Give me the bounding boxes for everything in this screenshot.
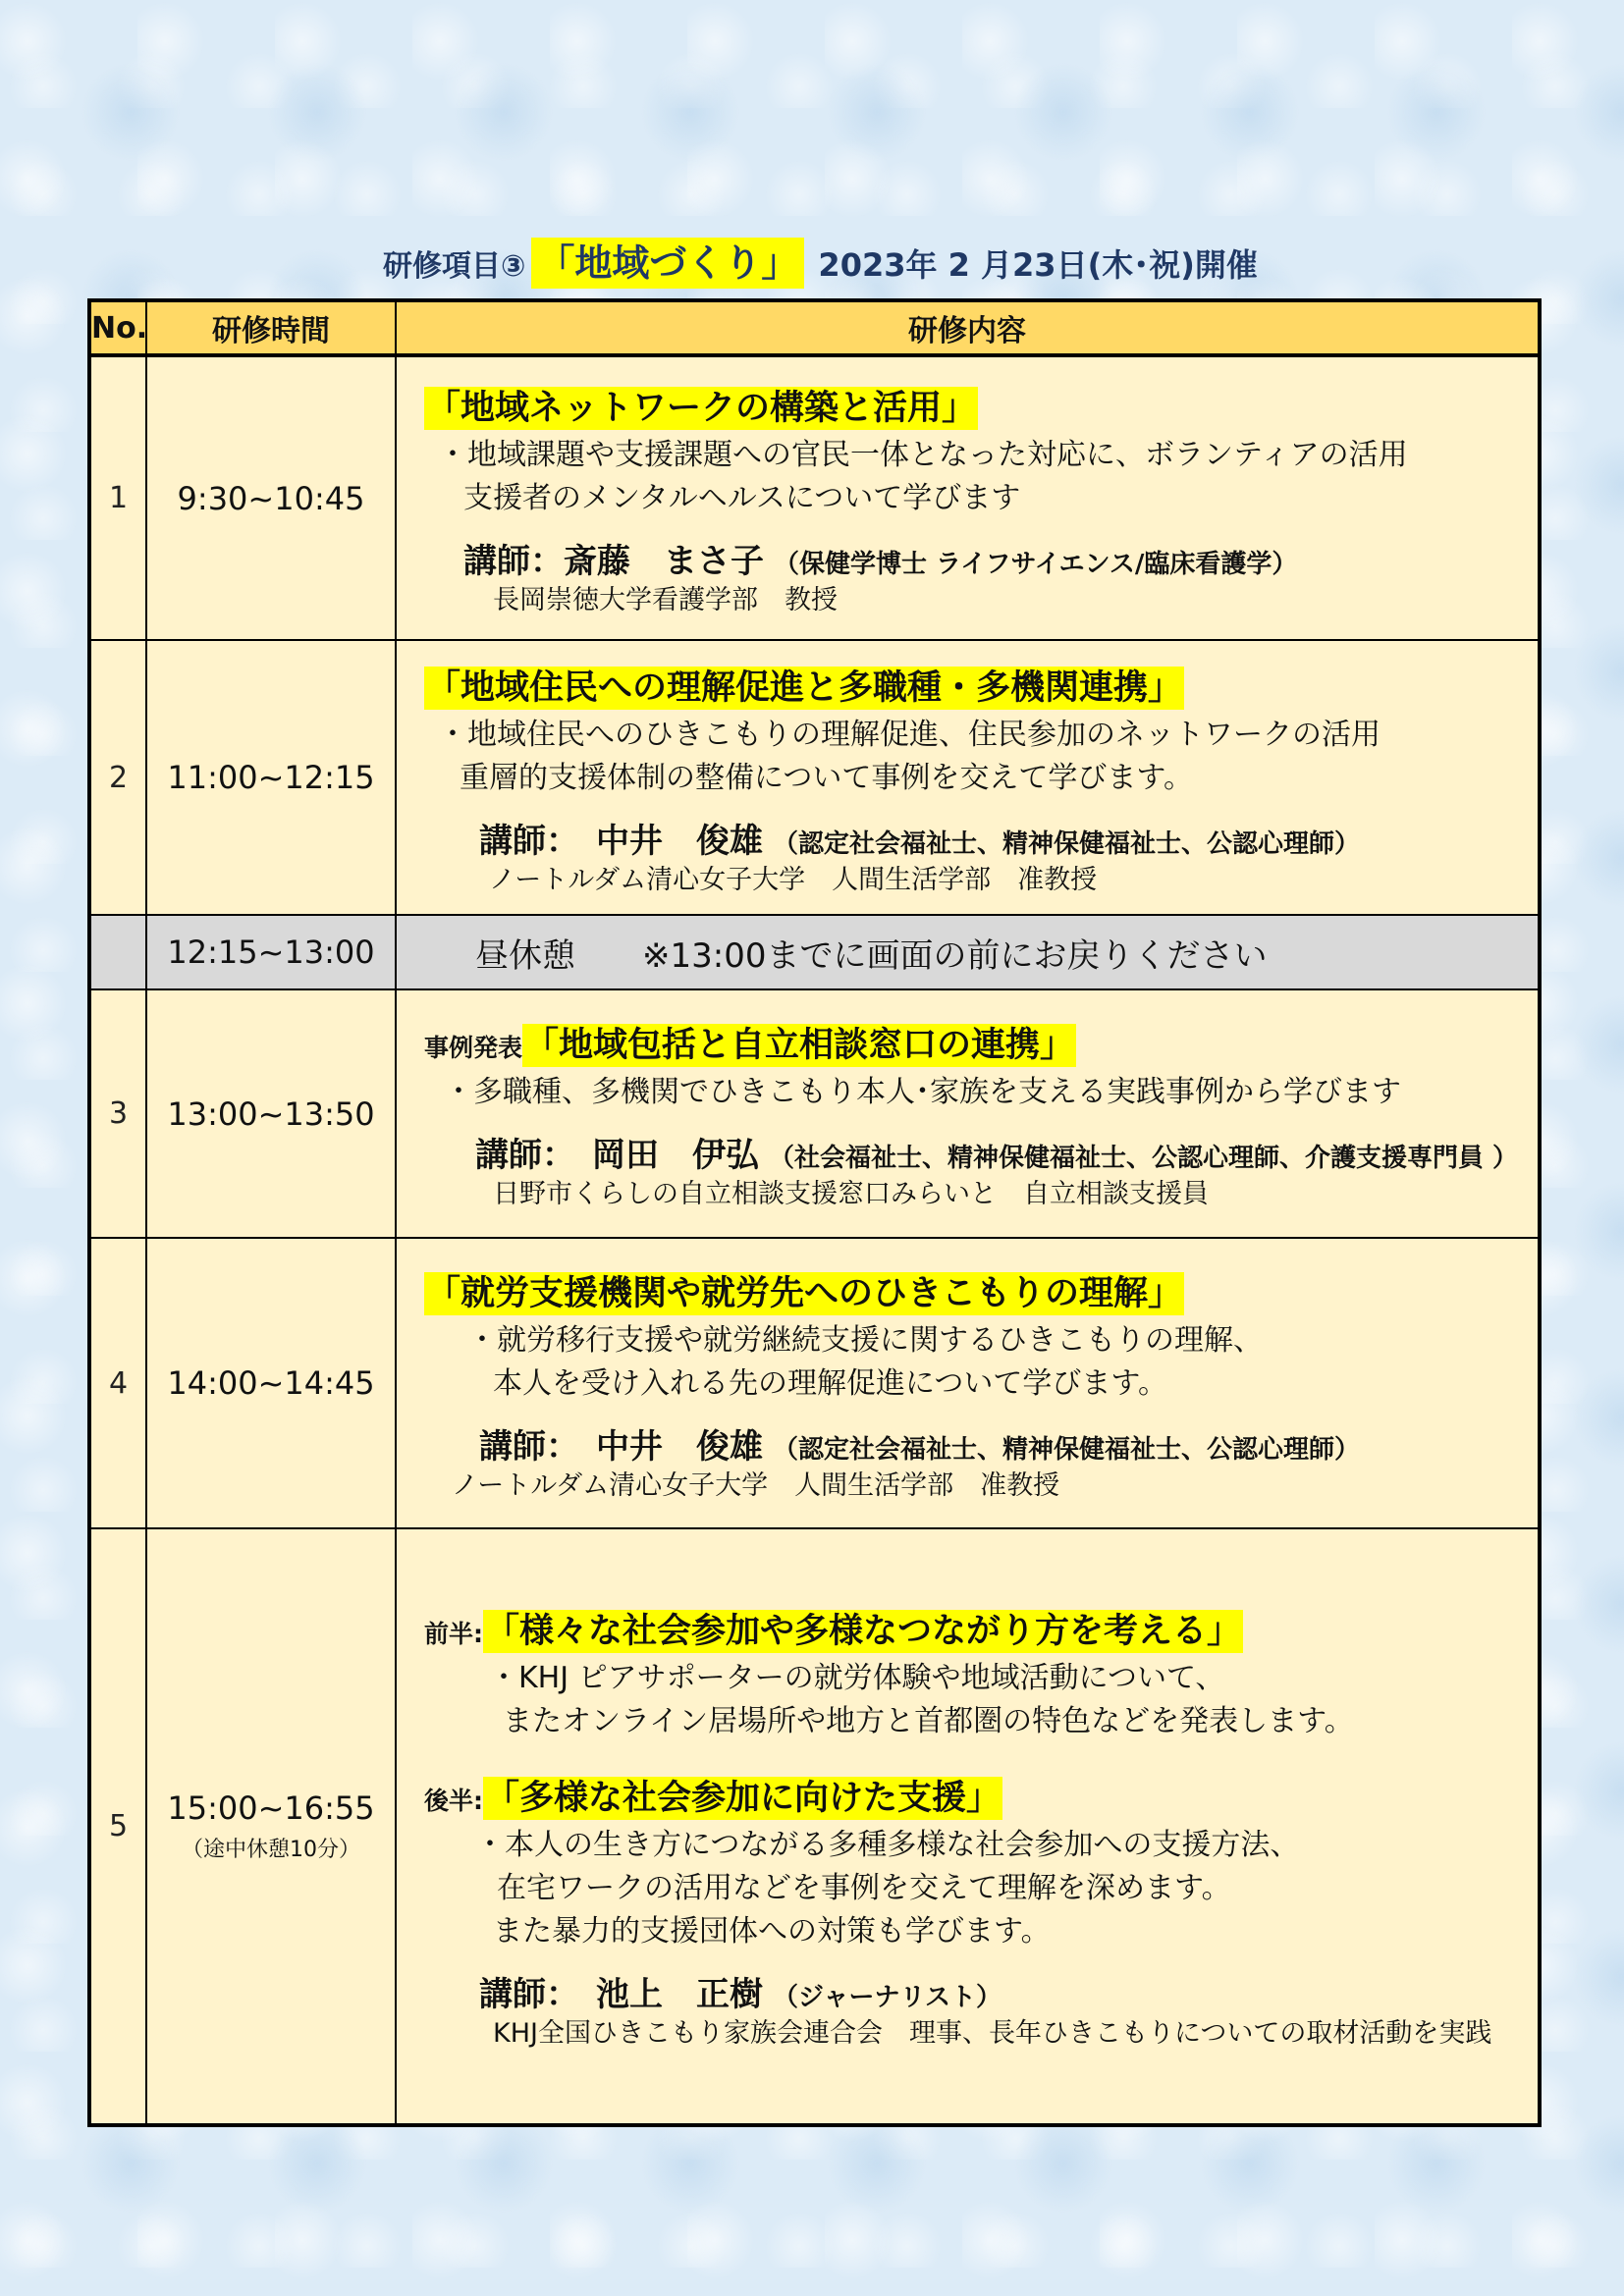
session-title-part2: 後半:「多様な社会参加に向けた支援」 [424, 1779, 1001, 1818]
table-row-lunch [89, 915, 1540, 989]
session-desc: 重層的支援体制の整備について事例を交えて学びます。 [460, 760, 1193, 795]
session-desc: ・多職種、多機関でひきこもり本人･家族を支える実践事例から学びます [444, 1075, 1401, 1109]
column-header-time: 研修時間 [146, 300, 396, 355]
row-time-note: （途中休憩10分） [182, 1838, 360, 1862]
lecturer: 講師： 岡田 伊弘 （社会福祉士、精神保健福祉士、公認心理師、介護支援専門員 ） [475, 1136, 1519, 1175]
session-desc: ・KHJ ピアサポーターの就労体験や地域活動について、 [489, 1661, 1225, 1695]
session-desc: 在宅ワークの活用などを事例を交えて理解を深めます。 [497, 1871, 1231, 1905]
page-header [383, 234, 1258, 293]
column-header-content: 研修内容 [396, 300, 1540, 355]
header-date: 2023年 2 月23日(木･祝)開催 [818, 246, 1258, 284]
row-time: 9:30~10:45 [146, 355, 396, 640]
table-row [89, 1528, 1540, 2125]
lecturer: 講師： 中井 俊雄 （認定社会福祉士、精神保健福祉士、公認心理師） [479, 1426, 1361, 1467]
row-content [396, 1528, 1540, 2125]
row-content [396, 640, 1540, 915]
lecturer-affiliation: KHJ全国ひきこもり家族会連合会 理事、長年ひきこもりについての取材活動を実践 [493, 2018, 1492, 2049]
session-title-part1: 前半:「様々な社会参加や多様なつながり方を考える」 [424, 1612, 1242, 1651]
lunch-break-text: 昼休憩 ※13:00までに画面の前にお戻りください [475, 935, 1268, 976]
row-time: 11:00~12:15 [146, 640, 396, 915]
session-desc: 支援者のメンタルヘルスについて学びます [463, 481, 1021, 515]
row-number: 5 [89, 1528, 146, 2125]
session-title: 「就労支援機関や就労先へのひきこもりの理解」 [426, 1273, 1183, 1313]
row-content [396, 1238, 1540, 1528]
lecturer-affiliation: 長岡崇徳大学看護学部 教授 [493, 585, 838, 615]
session-title: 事例発表「地域包括と自立相談窓口の連携」 [424, 1026, 1075, 1065]
row-number: 2 [89, 640, 146, 915]
header-theme: 「地域づくり」 [531, 238, 804, 289]
row-content [396, 915, 1540, 989]
header-prefix: 研修項目③ [383, 249, 526, 284]
lecturer: 講師： 池上 正樹 （ジャーナリスト） [479, 1975, 1001, 2014]
row-number: 1 [89, 355, 146, 640]
column-header-no: No. [89, 300, 146, 355]
session-desc: ・就労移行支援や就労継続支援に関するひきこもりの理解、 [467, 1322, 1263, 1358]
row-number-empty [89, 915, 146, 989]
session-desc: また暴力的支援団体への対策も学びます。 [493, 1914, 1051, 1949]
row-number: 4 [89, 1238, 146, 1528]
session-title: 「地域住民への理解促進と多職種・多機関連携」 [426, 667, 1183, 708]
session-desc: ・地域住民へのひきこもりの理解促進、住民参加のネットワークの活用 [438, 717, 1380, 752]
session-desc: ・本人の生き方につながる多種多様な社会参加への支援方法、 [475, 1828, 1300, 1862]
row-number: 3 [89, 989, 146, 1238]
session-desc: ・地域課題や支援課題への官民一体となった対応に、ボランティアの活用 [438, 438, 1408, 472]
lecturer: 講師：斎藤 まさ子 （保健学博士 ライフサイエンス/臨床看護学） [463, 542, 1298, 581]
table-header-row [89, 300, 1540, 355]
row-content [396, 989, 1540, 1238]
table-row [89, 640, 1540, 915]
session-desc: またオンライン居場所や地方と首都圏の特色などを発表します。 [503, 1704, 1354, 1738]
table-row [89, 989, 1540, 1238]
lecturer-affiliation: 日野市くらしの自立相談支援窓口みらいと 自立相談支援員 [493, 1179, 1209, 1209]
row-content [396, 355, 1540, 640]
lecturer-affiliation: ノートルダム清心女子大学 人間生活学部 准教授 [452, 1469, 1060, 1501]
row-time: 13:00~13:50 [146, 989, 396, 1238]
row-time-cell [146, 1528, 396, 2125]
row-time: 14:00~14:45 [146, 1238, 396, 1528]
session-desc: 本人を受け入れる先の理解促進について学びます。 [493, 1365, 1167, 1401]
session-title: 「地域ネットワークの構築と活用」 [426, 389, 977, 428]
table-row [89, 1238, 1540, 1528]
lecturer-affiliation: ノートルダム清心女子大学 人間生活学部 准教授 [489, 864, 1098, 895]
row-time: 15:00~16:55 [167, 1789, 375, 1827]
row-time: 12:15~13:00 [146, 915, 396, 989]
table-row [89, 355, 1540, 640]
lecturer: 講師： 中井 俊雄 （認定社会福祉士、精神保健福祉士、公認心理師） [479, 821, 1361, 861]
schedule-table [87, 298, 1542, 2127]
